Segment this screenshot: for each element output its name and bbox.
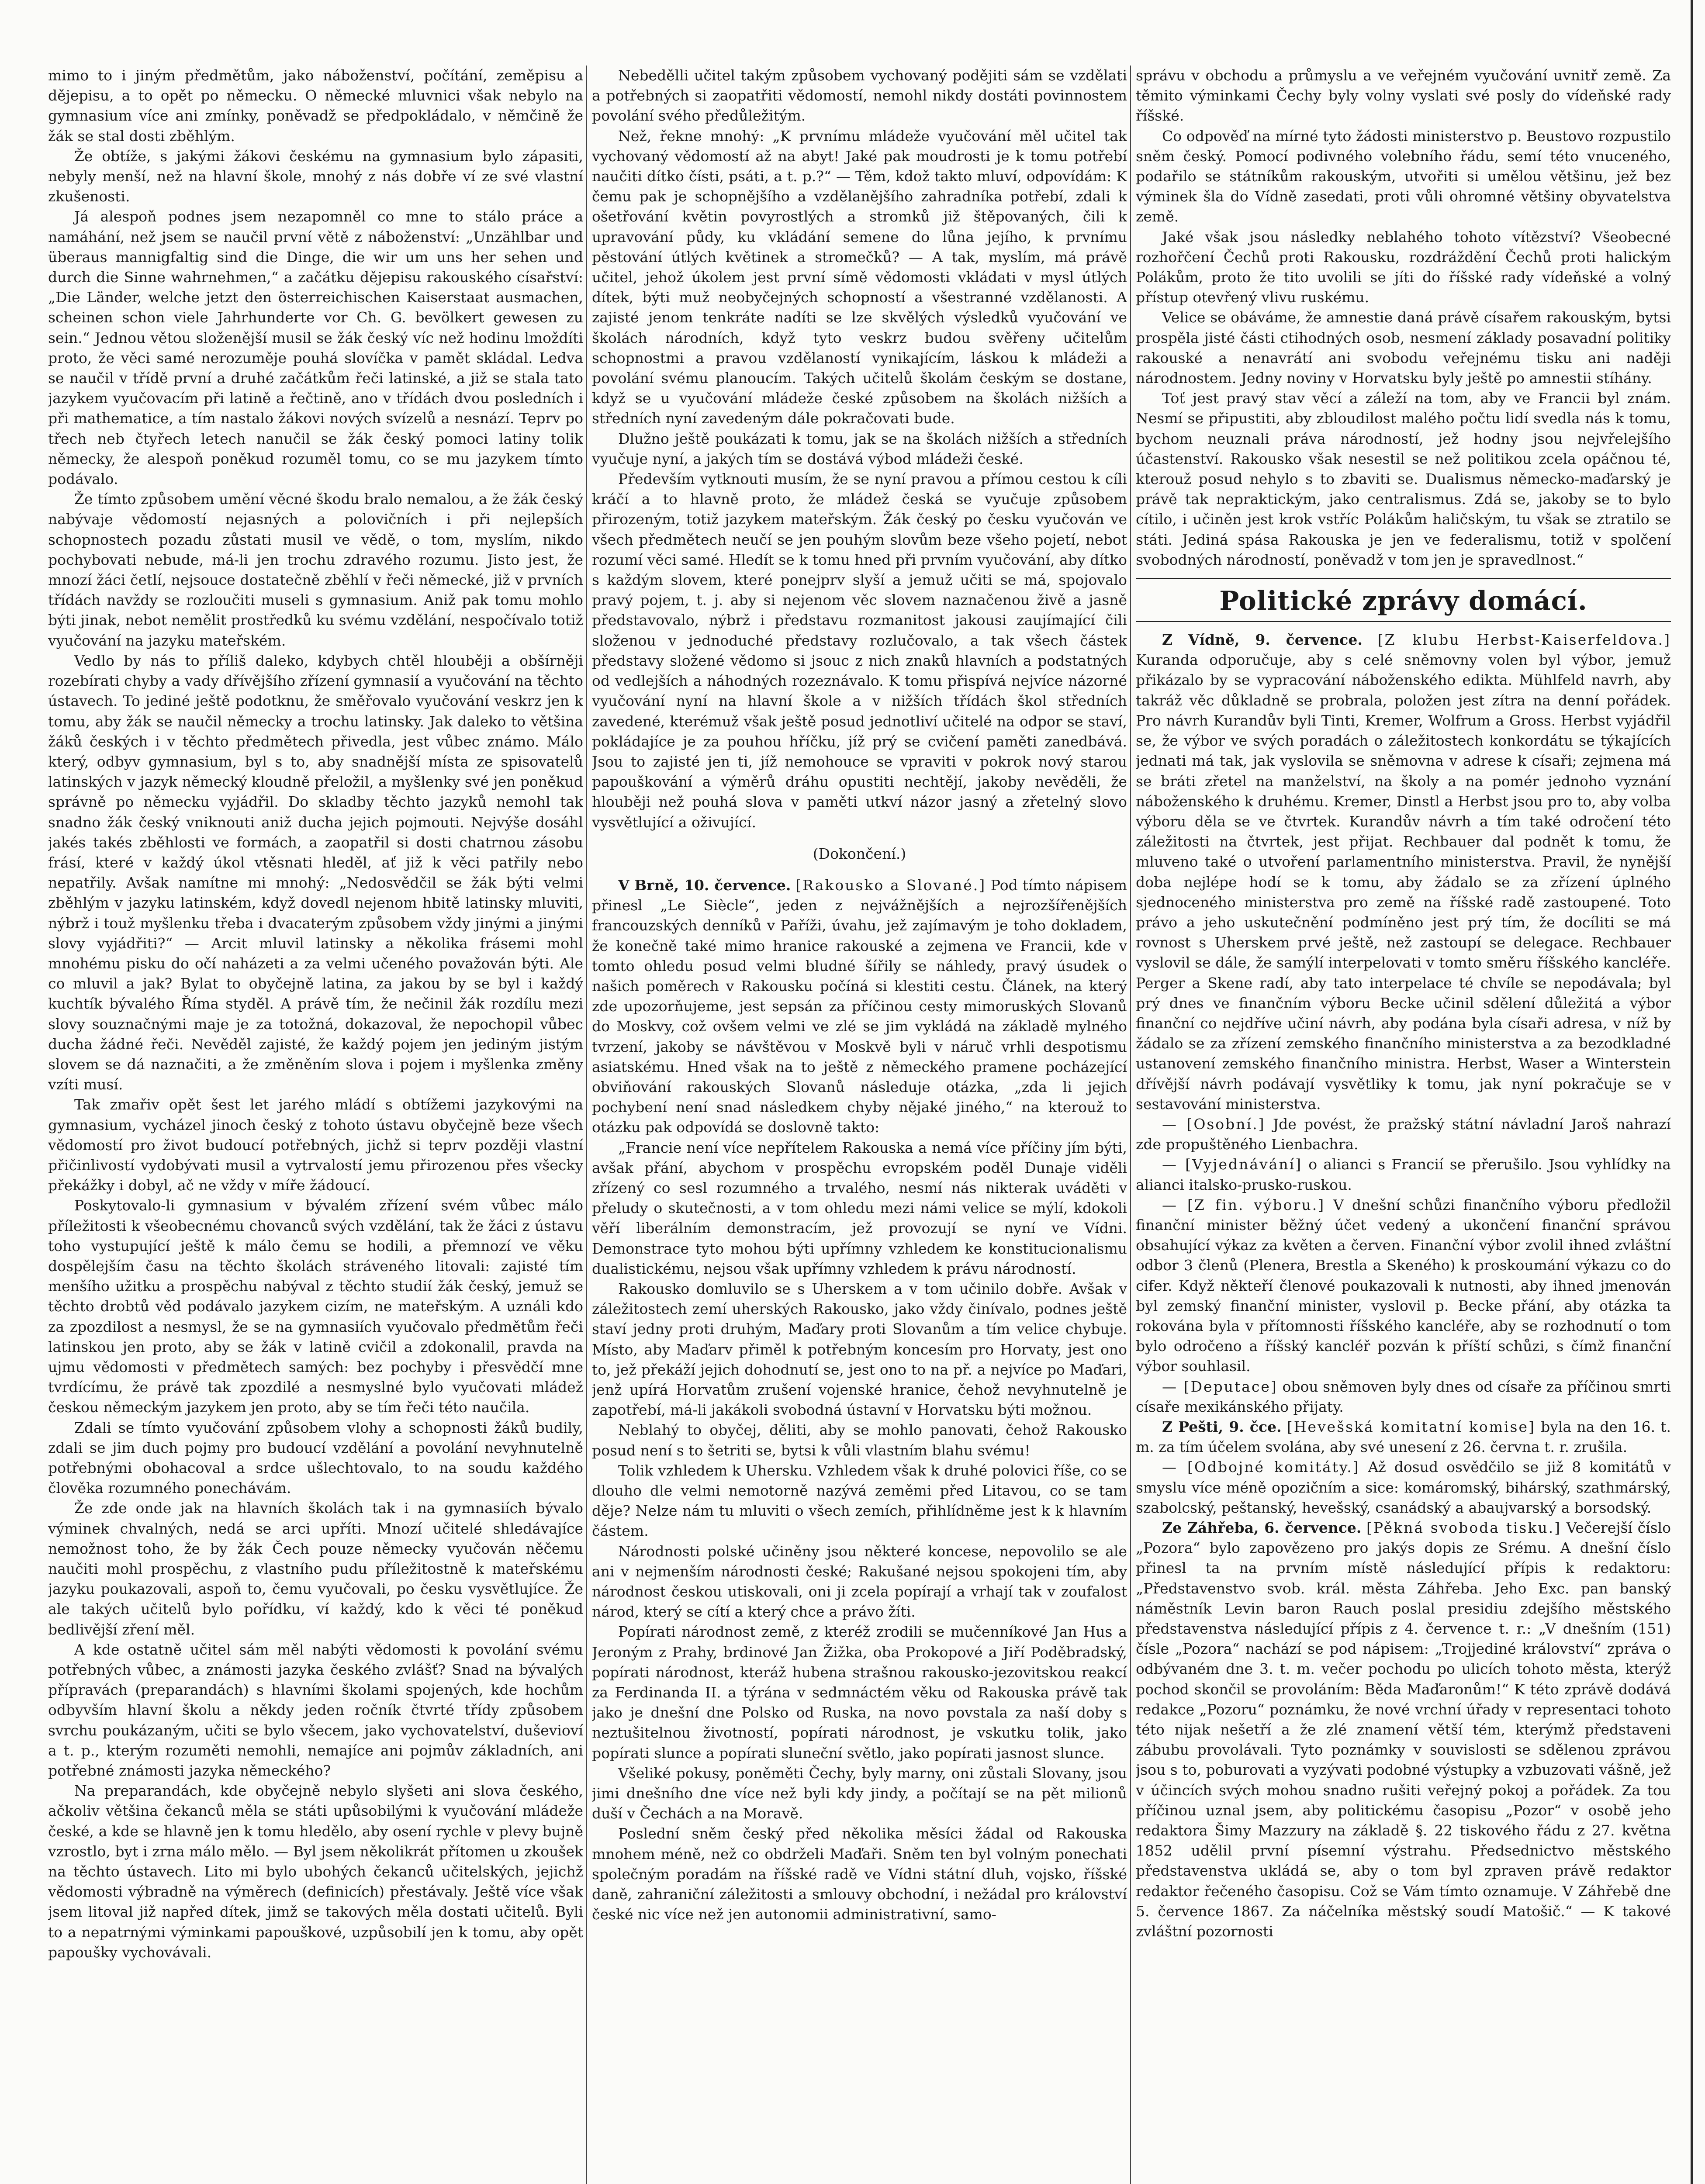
report-dateline: Z Vídně, 9. července. [1162, 631, 1363, 649]
report-tag: — [Z fin. výboru.] [1162, 1196, 1325, 1213]
news-report [1136, 1518, 1671, 1942]
article-paragraph: Národnosti polské učiněny jsou některé koncese, nepovolilo se ale ani v nejmenším národnosti české; Rakušané nejsou spokojeni tím, aby národnost českou utiskovali, oni ji zcela popírají a vrhají tak v zoufalost národ, který se cítí a který chce a právo žíti. [592, 1542, 1127, 1621]
column-divider [586, 66, 587, 2184]
article-paragraph: Velice se obáváme, že amnestie daná právě císařem rakouským, bytsi prospěla jisté části ctihodných osob, nesmení základy posavadní politiky rakouské a nenavrátí ani svobodu veřejnému tisku ani naději národnostem. Jedny noviny v Horvatsku byly ještě po amnestii stíhány. [1136, 309, 1671, 387]
article-paragraph: Než, řekne mnohý: „K prvnímu mládeže vyučování měl učitel tak vychovaný vědomostí až na abyt! Jaké pak moudrosti je k tomu potřebí naučiti dítko čísti, psáti, a t. p.?“ — Těm, kdož takto mluví, odpovídám: K čemu pak je schopnějšího a vzdělanějšího zahradníka potřebí, zdali k ošetřování květin povyrostlých a stromků již štěpovaných, čili k upravování půdy, ku vkládání semene do lůna jejího, k prvnímu pěstování útlých květinek a stromečků? — A tak, myslím, má právě učitel, jehož úkolem jest první símě vědomosti vkládati v mysl útlých dítek, býti muž neobyčejných schopností a všestranné vzdělanosti. A zajisté jenom tenkráte nadíti se lze skvělých výsledků vyučování ve školách národních, když tyto veskrz budou svěřeny učitelům schopnostmi a pravou vzdělaností vynikajícím, láskou k mládeži a povolání svému planoucím. Takých učitelů školám českým se dostane, když se u vyučování mládeže české způsobem na školách nižších a středních nyní zavedeným dále pokračovati bude. [592, 127, 1127, 427]
article-paragraph: Nebedělli učitel takým způsobem vychovaný podějiti sám se vzdělati a potřebných si zaopatřiti vědomostí, nemohl nikdy dostáti povinnostem povolání svého předůležitým. [592, 67, 1127, 124]
report-dateline: Z Pešti, 9. čce. [1162, 1418, 1282, 1435]
article-paragraph: Na preparandách, kde obyčejně nebylo slyšeti ani slova českého, ačkoliv většina čekanců měla se státi upůsobilými k vyučování mládeže české, a kde se hlavně jen k tomu hledělo, aby osení rychle v plevy bujně vzrostlo, byt i zrna málo mělo. — Byl jsem několikrát přítomen u zkoušek na těchto ústavech. Lito mi bylo ubohých čekanců učitelských, jejichž vědomosti výbradně na výměrech (definicích) přestávaly. Ještě více však jsem litoval již napřed dítek, jimž se takových měla dostati učitelů. Byli to a nepatrnými výminkami papouškové, uzpůsobilí jen k tomu, aby opět papoušky vychovávali. [48, 1782, 583, 1961]
report-text: Večerejší číslo „Pozora“ bylo zapovězeno pro jakýs dopis ze Srému. A dnešní číslo přinesl ta na prvním místě následující přípis k redaktoru: „Představenstvo svob. král. města Záhřeba. Jeho Exc. pan banský náměstník Levin baron Rauch poslal presidiu zdejšího městského představenstva následující přípis z 4. července t. r.: „V dnešním (151) čísle „Pozora“ nachází se pod nápisem: „Trojjediné království“ zpráva o odbývaném dne 3. t. m. večer pochodu po ulicích tohoto města, kterýž pochod skončil se provoláním: Běda Maďaronům!“ K této zprávě dodává redakce „Pozoru“ poznámku, že nové vrchní úřady v representaci tohoto této nijak nešetří a že zlé znamení větší tém, kterýmž představeni zábubu provolávali. Tyto poznámky v souvislosti se sdělenou zprávou jsou s to, poburovati a vyzývati podobné výstupky a vzbuzovati vášně, jež v účincích svých mohou snadno rušiti veřejný pokoj a pořádek. Za tou příčinou uznal jsem, aby politickému časopisu „Pozor“ v osobě jeho redaktora Šimy Mazzury na základě §. 22 tiskového řádu z 27. května 1852 udělil první písemní výstrahu. Předsednictvo městského představenstva ukládá se, aby o tom byl zpraven právě redaktor redaktor řečeného časopisu. Což se Vám tímto oznamuje. V Záhřebě dne 5. července 1867. Za náčelníka městský soudí Matošič.“ — K takové zvláštní pozornosti [1136, 1519, 1671, 1940]
report-text: byla na den 16. t. m. za tím účelem svolána, aby své unesení z 26. června t. r. zrušila. [1136, 1418, 1671, 1456]
article-paragraph: Že obtíže, s jakými žákovi českému na gymnasium bylo zápasiti, nebyly menší, než na hlavní škole, mnohý z nás dobře ví ze své vlastní zkušenosti. [48, 147, 583, 205]
section-rule [1136, 621, 1671, 622]
news-report [1136, 1417, 1671, 1457]
news-report [1136, 1457, 1671, 1518]
news-report [1136, 1154, 1671, 1195]
report-text: V dnešní schůzi finančního výboru předložil finanční minister běžný účet vedený a ukončení finanční správou obsahující výkaz za květen a červen. Finanční výbor zvolil ihned zvláštní odbor 3 členů (Plenera, Brestla a Skeného) k proskoumání výkazu co do cifer. Když někteří členové poukazovali k nutnosti, aby ihned jmenován byl zemský finanční minister, vyslovil p. Becke přání, aby otázka ta rokována byla v přítomnosti říšského kancléře, aby se rozhodnutí o tom bylo odročeno a říšský kancléř pozván k příští schůzi, s čímž finanční výbor souhlasil. [1136, 1196, 1671, 1375]
continuation-note: (Dokončení.) [813, 845, 906, 862]
page-edge [1691, 0, 1693, 2184]
article-paragraph: Rakousko domluvilo se s Uherskem a v tom učinilo dobře. Avšak v záležitostech zemí uherských Rakousko, jako vždy činívalo, podnes ještě staví jedny proti druhým, Maďary proti Slovanům a tím velice chybuje. Místo, aby Maďarv přiměl k potřebným koncesím pro Horvaty, jest ono to, jež překáží jejich dohodnutí se, jest ono to na př. a nejvíce po Maďari, jenž upírá Horvatům zrušení vojenské hranice, čehož nevyhnutelně je zapotřebí, má-li jakákoli svobodná ústavní v Horvatsku býti možnou. [592, 1280, 1127, 1419]
article-paragraph: Vedlo by nás to příliš daleko, kdybych chtěl hlouběji a obšírněji rozebírati chyby a vady dřívějšího zřízení gymnasií a vyučování na těchto ústavech. To jediné ještě podotknu, že směřovalo vyučování veskrz jen k tomu, aby žák se naučil německy a trochu latinsky. Jak daleko to většina žáků českých i v těchto předmětech přivedla, jest vůbec známo. Málo který, odbyv gymnasium, byl s to, aby snadnější místa ze spisovatelů latinských v jazyk německý kloudně přeložil, a myšlenky své jen poněkud správně po německu vyjádřil. Do skladby těchto jazyků nemohl tak snadno žák český vniknouti aniž ducha jejich pojmouti. Nejvýše dosáhl jakés takés zběhlosti ve formách, a zaopatřil si dosti chatrnou zásobu frásí, které v každý úkol vtěsnati hleděl, ať již k věci patřily nebo nepatřily. Avšak namítne mi mnohý: „Nedosvědčil se žák býti velmi zběhlým v jazyku latinském, když dovedl nejenom hbitě latinsky mluviti, nýbrž i touž myšlenku třeba i dvacaterým způsobem vždy jinými a jinými slovy vyjádřiti?“ — Arcit mluvil latinsky a několika frásemi mohl mnohému pisku do očí naházeti a za velmi učeného považován býti. Ale co mluvil a jak? Bylat to obyčejně latina, za jakou by se byl i každý kuchtík bývalého Říma styděl. A právě tím, že nečinil žák rozdílu mezi slovy souznačnými maje je za totožná, dokazoval, že nepochopil vůbec ducha žádné řeči. Nevěděl zajisté, že každý pojem jen jediným jistým slovem se dá naznačiti, a že změněním slova i pojem i myšlenka změny vzíti musí. [48, 652, 583, 1093]
report-tag: — [Odbojné komitáty.] [1162, 1458, 1360, 1476]
section-rule [1136, 578, 1671, 579]
article-paragraph: Poslední sněm český před několika měsíci žádal od Rakouska mnohem méně, než co obdrželi Maďaři. Sněm ten byl volným ponechati společným poradám na říšské radě ve Vídni státní dluh, vojsko, říšské daně, zahraniční záležitosti a smlouvy obchodní, i nežádal pro království české nic více než jen autonomii administrativní, samo- [592, 1825, 1127, 1923]
column-divider [1130, 66, 1131, 2184]
article-paragraph: Poskytovalo-li gymnasium v bývalém zřízení svém vůbec málo příležitosti k všeobecnému chovanců svých vzdělání, tak že žáci z ústavu toho vystupující ještě k málo čemu se hodili, a přemnozí ve věku dospělejším času na těchto školách stráveného litovali: zajisté tím menšího užitku a prospěchu nabýval z těchto studií žák český, jemuž se těchto drobtů věd podávalo jazykem cizím, ne mateřským. A uználi kdo za zpozdilost a nesmysl, že se na gymnasiích vyučovalo předmětům řeči latinskou jen proto, aby se žák v latině cvičil a zdokonalil, pravda na ujmu vědomosti v předmětech samých: bez pochyby i přesvědčí mne tvrdícímu, že právě tak zpozdilé a nesmyslné bylo vyučovati mládež českou německým jazykem jen proto, aby se tím řeči této naučila. [48, 1197, 583, 1416]
article-paragraph: Že tímto způsobem umění věcné škodu bralo nemalou, a že žák český nabývaje vědomostí nejasných a polovičních i při nejlepších schopnostech pozadu zůstati musil ve vědě, o tom, myslím, nikdo pochybovati nebude, má-li jen trochu zdravého rozumu. Jisto jest, že mnozí žáci četlí, nejsouce dostatečně zběhlí v řeči německé, již v prvních třídách navždy se rozloučiti museli s gymnasium. Aniž pak tomu mohlo býti jinak, nebot nemělit prostředků ku svému vzdělání, nespočívalo totiž vyučování na jazyku mateřském. [48, 491, 583, 649]
news-report [1136, 630, 1671, 1114]
article-paragraph: Já alespoň podnes jsem nezapomněl co mne to stálo práce a namáhání, než jsem se naučil první větě z náboženství: „Unzählbar und überaus mannigfaltig sind die Dinge, die wir um uns her sehen und durch die Sinne wahrnehmen,“ a začátku dějepisu rakouského císařství: „Die Länder, welche jetzt den österreichischen Kaiserstaat ausmachen, scheinen schon viele Jahrhunderte vor Ch. G. bevölkert gewesen zu sein.“ Jednou větou složenější musil se žák český víc než hodinu lmoždíti proto, že věci samé nerozuměje pouhá slovíčka v pamět skládal. Ledva se naučil v třídě první a druhé začátkům řeči latinské, a již se stala tato jazykem vyučovacím při latině a řečtině, ano v třídách dvou posledních i při mathematice, a tím nastalo žákovi nových svízelů a nesnází. Teprv po třech neb čtyřech letech nanučil se žák český pomoci latiny tolik německy, že alespoň poněkud rozuměl tomu, co se mu jazykem tímto podávalo. [48, 208, 583, 488]
article-paragraph: Že zde onde jak na hlavních školách tak i na gymnasiích bývalo výminek chvalných, nedá se arci upříti. Mnozí učitelé shledávajíce nemožnost toho, že by žák Čech pouze německy vyučován něčemu naučiti mohl prospěchu, z vlastního pudu příležitostně k mateřskému jazyku poukazovali, aspoň to, čemu vyučovali, po česku vysvětlujíce. Že ale takých učitelů bylo pořídku, ví každý, kdo k věci té poněkud bedlivější zření měl. [48, 1500, 583, 1638]
report-text: o alianci s Francií se přerušilo. Jsou vyhlídky na alianci italsko-prusko-ruskou. [1136, 1156, 1671, 1193]
article-paragraph: správu v obchodu a průmyslu a ve veřejném vyučování uvnitř země. Za těmito výminkami Čechy byly volny vyslati své posly do vídeňské rady říšské. [1136, 67, 1671, 124]
report-text: Jde povést, že pražský státní návladní Jaroš nahrazí zde propuštěného Lienbachra. [1136, 1115, 1671, 1153]
article-paragraph: Co odpověď na mírné tyto žádosti ministerstvo p. Beustovo rozpustilo sněm český. Pomocí podivného volebního řádu, semí této vnuceného, podařilo se státníkům rakouským, utvořiti si umělou většinu, jež bez výminek šla do Vídně zasedati, proti vůli ohromné většiny obyvatelstva země. [1136, 127, 1671, 225]
article-paragraph: Dlužno ještě poukázati k tomu, jak se na školách nižších a středních vyučuje nyní, a jakých tím se dostává výbod mládeži české. [592, 430, 1127, 467]
article-paragraph: A kde ostatně učitel sám měl nabýti vědomosti k povolání svému potřebných vůbec, a známosti jazyka českého zvlášť? Snad na bývalých přípravách (preparandách) s hlavními školami spojených, kde hochům odbyvším hlavní školu a někdy jeden ročník čtvrté třídy způsobem svrchu poukázaným, učiti se bylo všecem, jako vychovatelství, duševioví a t. p., kterým rozuměti nemohli, nemajíce ani pojmův základních, ani potřebné známosti jazyka německého? [48, 1641, 583, 1780]
report-tag: [Rakousko a Slované.] [795, 876, 986, 894]
article-paragraph: Jaké však jsou následky neblahého tohoto vítězství? Všeobecné rozhořčení Čechů proti Rakousku, rozdráždění Čechů proti halickým Polákům, proto že tito uvolili se jíti do říšské rady vídeňské a volný přístup otevřený vlivu ruskému. [1136, 228, 1671, 306]
article-paragraph: Toť jest pravý stav věcí a záleží na tom, aby ve Francii byl znám. Nesmí se připustiti, aby zbloudilost malého počtu lidí svedla nás k tomu, bychom neuznali práva národností, jež hodny jsou nejvřelejšího účastenství. Rakousko však nesestil se než politikou zcela opáčnou té, kterouž posud nehylo s to zbaviti se. Dualismus německo-maďarský je právě tak nepraktickým, jako centralismus. Zdá se, jakoby se to bylo cítilo, i učiněn jest krok vstříc Polákům haličským, tu však se ztratilo se státi. Jediná spása Rakouska je jen ve federalismu, totiž v spolčení svobodných národností, poněvadž v tom jen je spravedlnost.“ [1136, 390, 1671, 568]
report-tag: — [Osobní.] [1162, 1115, 1266, 1133]
report-text: Kuranda odporučuje, aby s celé sněmovny volen byl výbor, jemuž přikázalo by se vypracování náboženského edikta. Mühlfeld navrh, aby takráž věc důkladně se probrala, položen jest zítra na denní pořádek. Pro návrh Kurandův byli Tinti, Kremer, Wolfrum a Gross. Herbst vyjádřil se, že výbor ve svých poradách o záležitostech konkordátu se týkajících jednati má tak, jak vyslovila se sněmovna v adrese k císaři; zejmena má se bráti zřetel na manželství, na školy a na pomér jednoho vyznání náboženského k druhému. Kremer, Dinstl a Herbst jsou pro to, aby volba výboru děla se ve čtvrtek. Kurandův návrh a tím také odročení této záležitosti na čtvrtek, jest přijat. Rechbauer dal podnět k tomu, že mluveno také o utvoření parlamentního ministerstva. Pravil, že nynější doba nejlépe hodí se k tomu, aby žádalo se za zřízení úplného sjednoceného ministerstva pro země na říšské radě zastoupené. Toto právo a jeho uskutečnění podmíněno jest prý tím, že docíliti se má rovnost s Uherskem prvé ještě, než zastoupí se delegace. Rechbauer vyslovil se dále, že samýlí interpelovati v tomto směru říšského kancléře. Perger a Skene radí, aby tato interpelace té chvíle se nepodávala; byl prý dnes ve finančním výboru Becke učinil sdělení důležitá a výbor finanční co nejdříve učiní návrh, aby podána byla císaři adresa, v níž by žádalo se za zřízení zemského finančního ministerstva a za bezodkladné ustanovení zemského finančního ministra. Herbst, Waser a Winterstein dřívější návrh podávají vysvětliky k tomu, jak nyní pokračuje se v sestavování ministerstva. [1136, 651, 1671, 1113]
report-tag: [Pěkná svoboda tisku.] [1366, 1519, 1561, 1537]
news-report [592, 875, 1127, 1138]
report-tag: [Z klubu Herbst-Kaiserfeldova.] [1377, 631, 1671, 649]
article-paragraph: Především vytknouti musím, že se nyní pravou a přímou cestou k cíli kráčí a to hlavně proto, že mládež česká se vyučuje způsobem přirozeným, totiž jazykem mateřským. Žák český po česku vyučován ve všech předmětech neučí se jen pouhým slovům beze všeho pojetí, nebot rozumí věci samé. Hledít se k tomu hned při prvním vyučování, aby dítko s každým slovem, které ponejprv slyší a jemuž učiti se má, spojovalo pravý pojem, t. j. aby si nejenom věc slovem naznačenou živě a jasně představovalo, nýbrž i představu rozmanitost jakousi zaujímající čili složenou v jednoduché představy rozlučovalo, a tak všech částek představy složené vědomo si jsouc z nich znaků hlavních a podstatných od vedlejších a náhodných rozeznávalo. K tomu přispívá nejvíce názorné vyučování nyní na hlavní škole a v nižších třídách škol středních zavedené, kterémuž však ještě posud jednotliví učitelé na odpor se staví, pokládajíce je za pouhou hříčku, jíž prý se cvičení paměti zanedbává. Jsou to zajisté jen ti, jíž nemohouce se vpraviti v pokrok nový starou papouškování a výměrů dráhu opustiti nechtějí, jakoby nevěděli, že hlouběji než pouhá slova v paměti utkví názor jasný a zřetelný slovo vysvětlující a oživující. [592, 470, 1127, 831]
report-dateline: Ze Záhřeba, 6. července. [1162, 1519, 1362, 1537]
article-paragraph: Tolik vzhledem k Uhersku. Vzhledem však k druhé polovici říše, co se dlouho dle velmi nemotorně nazývá zeměmi před Litavou, co se tam děje? Nelze nám tu mluviti o všech zemích, přihlídněme jest k k hlavním částem. [592, 1462, 1127, 1540]
news-report [1136, 1114, 1671, 1154]
article-paragraph: „Francie není více nepřítelem Rakouska a nemá více příčiny jím býti, avšak přání, abychom v prospěchu evropském poděl Dunaje viděli zřízený co sesl rozumného a trvalého, nesmí nás nikterak uváděti v přeludy o skutečnosti, a v tom ohledu mezi námi velice se mýlí, kdokoli věří liberálním demonstracím, jež provozují se nyní ve Vídni. Demonstrace tyto mohou býti upřímny vzhledem ke konstitucionalismu dualistickému, nejsou však upřímny vzhledem k právu národností. [592, 1139, 1127, 1277]
article-paragraph: Popírati národnost země, z kteréž zrodili se mučenníkové Jan Hus a Jeroným z Prahy, brdinové Jan Žižka, oba Prokopové a Jiří Poděbradský, popírati národnost, kteráž hubena strašnou rakousko-jezovitskou reakcí za Ferdinanda II. a týrána v sedmnáctém věku od Rakouska právě tak jako je dnešní dne Polsko od Ruska, na novo povstala za naší doby s neztušitelnou životností, popírati národnost, je vskutku tolik, jako popírati slunce a popírati sluneční světlo, jako popírati jasnost slunce. [592, 1623, 1127, 1762]
article-paragraph: Zdali se tímto vyučování způsobem vlohy a schopnosti žáků budily, zdali se jim duch pojmy pro budoucí vzdělání a povolání nevyhnutelně potřebnými obohacoval a srdce ušlechtovalo, to na soudu každého člověka rozumného ponechávám. [48, 1419, 583, 1497]
article-paragraph: Všeliké pokusy, poněměti Čechy, byly marny, oni zůstali Slovany, jsou jimi dnešního dne více než byli kdy jindy, a počítají se na pět milionů duší v Čechách a na Moravě. [592, 1764, 1127, 1822]
report-text: Pod tímto nápisem přinesl „Le Siècle“, jeden z nejvážnějších a nejrozšířenějších francouzských denníků v Paříži, úvahu, jež zajímavým je toho dokladem, že konečně také mimo hranice rakouské a zejmena ve Francii, kde v tomto ohledu posud velmi bludné šířily se náhledy, pravý úsudek o našich poměrech v Rakousku počíná si klestiti cestu. Článek, na který zde upozorňujeme, jest sepsán za příčinou cesty mimoruských Slovanů do Moskvy, což ovšem velmi ve zlé se jim vykládá na základě mylného tvrzení, jakoby se návštěvou v Moskvě byli v náruč vrhli despotismu asiatskému. Hned však na to ještě z německého pramene pocházející obviňování rakouských Slovanů následuje otázka, „zda li jejich pochybení není snad následkem chyby nějaké jiného,“ na kterouž to otázku pak odpovídá se doslovně takto: [592, 876, 1127, 1136]
news-report [1136, 1195, 1671, 1377]
column-2 [592, 66, 1127, 2184]
article-paragraph: Neblahý to obyčej, děliti, aby se mohlo panovati, čehož Rakousko posud není s to šetriti se, bytsi k vůli vlastním blahu svému! [592, 1421, 1127, 1459]
article-paragraph: mimo to i jiným předmětům, jako náboženství, počítání, zeměpisu a dějepisu, a to opět po německu. O německé mluvnici však nebylo na gymnasium více ani zmínky, poněvadž se předpokládalo, v němčině že žák se stal dosti zběhlým. [48, 67, 583, 145]
report-text: obou sněmoven byly dnes od císaře za příčinou smrti císaře mexikánského přijaty. [1136, 1378, 1671, 1415]
news-report [1136, 1377, 1671, 1417]
report-text: Až dosud osvědčilo se již 8 komitátů v smyslu více méně opozičním a sice: komáromský, bihárský, szathmárský, szabolcský, peštanský, hevešský, csanádský a abaujvarský a borsodský. [1136, 1458, 1671, 1516]
report-dateline: V Brně, 10. července. [618, 876, 791, 894]
column-1 [48, 66, 583, 2184]
column-3 [1136, 66, 1671, 2184]
section-title: Politické zprávy domácí. [1219, 586, 1587, 617]
report-tag: — [Vyjednávání] [1162, 1156, 1303, 1173]
article-paragraph: Tak zmařiv opět šest let jarého mládí s obtížemi jazykovými na gymnasium, vycházel jinoch český z tohoto ústavu obyčejně beze všech vědomostí pro život budoucí potřebných, jichž si teprv později vlastní přičinlivostí vydobývati musil a vytrvalostí jemu přirozenou přes všecky překážky i dobyl, ač ne vždy v míře žádoucí. [48, 1096, 583, 1194]
report-tag: [Hevešská komitatní komise] [1287, 1418, 1536, 1435]
report-tag: — [Deputace] [1162, 1378, 1278, 1395]
